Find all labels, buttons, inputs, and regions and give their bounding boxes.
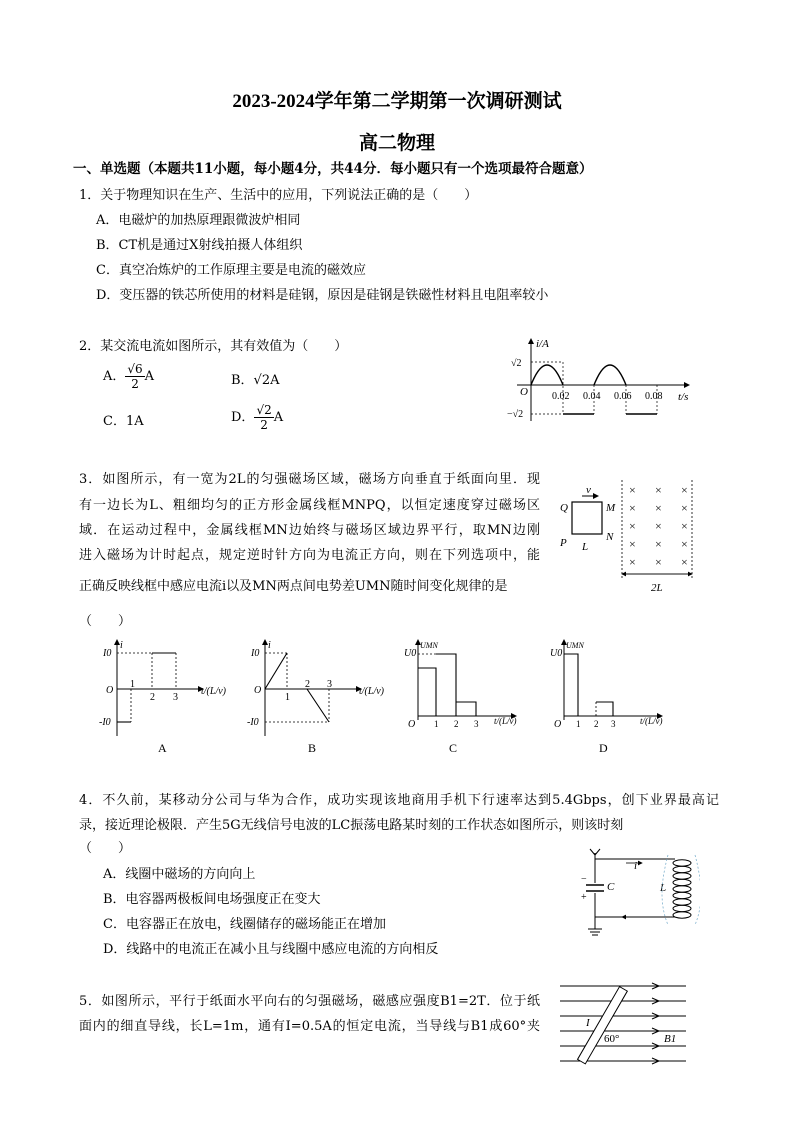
svg-text:+: + — [581, 892, 587, 903]
svg-text:U0: U0 — [404, 648, 417, 659]
svg-text:-I0: -I0 — [247, 717, 259, 728]
q2-option-c: C．1A — [103, 414, 144, 429]
q1-option-b: B．CT机是通过X射线拍摄人体组织 — [96, 238, 303, 253]
svg-text:t/(L/v): t/(L/v) — [494, 716, 517, 726]
svg-text:3: 3 — [611, 719, 616, 729]
svg-text:B: B — [308, 741, 317, 755]
field-cross: × — [681, 501, 688, 515]
field-cross: × — [655, 555, 662, 569]
svg-text:3: 3 — [173, 692, 178, 703]
q3-graph-c — [398, 636, 538, 756]
coil-turn — [673, 905, 691, 911]
q3-graph-d — [544, 636, 684, 756]
q3-field-figure — [555, 478, 700, 596]
svg-text:v: v — [586, 484, 591, 496]
subject-title: 高二物理 — [358, 132, 435, 154]
q1-option-c: C．真空冶炼炉的工作原理主要是电流的磁效应 — [96, 263, 366, 278]
q2-current-graph — [505, 335, 695, 427]
svg-text:√2: √2 — [511, 358, 522, 369]
svg-text:2: 2 — [305, 679, 310, 690]
svg-text:0.02: 0.02 — [552, 391, 570, 402]
q3-line-1: 3．如图所示，有一宽为2L的匀强磁场区域，磁场方向垂直于纸面向里．现 — [79, 472, 540, 487]
field-cross: × — [655, 483, 662, 497]
svg-text:i: i — [268, 640, 271, 651]
svg-text:N: N — [606, 531, 614, 543]
svg-text:2: 2 — [454, 719, 459, 729]
svg-text:B1: B1 — [664, 1033, 677, 1045]
svg-text:1: 1 — [130, 679, 135, 690]
q3-line-5: 正确反映线框中感应电流i以及MN两点间电势差UMN随时间变化规律的是 — [79, 579, 508, 594]
coil-turn — [673, 873, 691, 879]
q4-option-d: D．线路中的电流正在减小且与线圈中感应电流的方向相反 — [103, 942, 439, 957]
coil-turn — [673, 860, 691, 866]
field-cross: × — [629, 483, 636, 497]
q1-option-a: A．电磁炉的加热原理跟微波炉相同 — [96, 213, 301, 228]
q5-wire-figure — [556, 980, 691, 1066]
field-cross: × — [655, 519, 662, 533]
field-cross: × — [681, 537, 688, 551]
q1-option-d: D．变压器的铁芯所使用的材料是硅钢，原因是硅钢是铁磁性材料且电阻率较小 — [96, 288, 549, 303]
q3-line-4: 进入磁场为计时起点，规定逆时针方向为电流正方向，则在下列选项中，能 — [79, 548, 540, 563]
q1-stem: 1．关于物理知识在生产、生活中的应用，下列说法正确的是（ ） — [79, 188, 478, 203]
svg-text:M: M — [606, 502, 616, 514]
coil-turn — [673, 912, 691, 918]
q2-option-b: B．√2A — [231, 373, 280, 388]
coil-turn — [673, 892, 691, 898]
svg-text:P: P — [560, 537, 567, 549]
coil-turn — [673, 899, 691, 905]
svg-text:Q: Q — [560, 502, 568, 514]
svg-text:1: 1 — [434, 719, 439, 729]
q3-line-3: 域．在运动过程中，金属线框MN边始终与磁场区域边界平行，取MN边刚 — [79, 523, 540, 538]
svg-text:L: L — [660, 882, 667, 894]
svg-text:i: i — [120, 640, 123, 651]
q5-line-2: 面内的细直导线，长L=1m，通有I=0.5A的恒定电流，当导线与B1成60°夹 — [79, 1019, 540, 1034]
svg-text:C: C — [449, 741, 458, 755]
svg-text:D: D — [599, 741, 608, 755]
svg-text:O: O — [554, 719, 562, 730]
svg-text:60°: 60° — [604, 1033, 620, 1045]
svg-text:t/(L/v): t/(L/v) — [359, 686, 384, 697]
q2-stem: 2．某交流电流如图所示，其有效值为（ ） — [79, 339, 348, 354]
svg-text:1: 1 — [285, 692, 290, 703]
q4-option-b: B．电容器两极板间电场强度正在变大 — [103, 892, 321, 907]
q2-option-a: A． $\frac{√6}{2}$ A — [103, 362, 155, 391]
svg-text:0.08: 0.08 — [645, 391, 663, 402]
svg-text:3: 3 — [474, 719, 479, 729]
svg-text:O: O — [520, 386, 528, 398]
svg-text:t/s: t/s — [678, 391, 689, 403]
q3-paren: （ ） — [79, 614, 132, 629]
svg-text:O: O — [106, 685, 114, 696]
section-heading: 一、单选题（本题共11小题，每小题4分，共44分．每小题只有一个选项最符合题意） — [73, 161, 593, 177]
svg-text:O: O — [254, 685, 262, 696]
svg-text:t/(L/v): t/(L/v) — [640, 716, 663, 726]
svg-text:O: O — [408, 719, 416, 730]
q4-line-1: 4．不久前，某移动分公司与华为合作，成功实现该地商用手机下行速率达到5.4Gbps，创下业界最高记 — [79, 793, 719, 808]
svg-text:I: I — [586, 1017, 590, 1029]
field-cross: × — [681, 555, 688, 569]
q4-line-2: 录，接近理论极限．产生5G无线信号电波的LC振荡电路某时刻的工作状态如图所示，则该时刻 — [79, 818, 624, 833]
svg-text:I0: I0 — [103, 648, 112, 659]
svg-text:A: A — [158, 741, 167, 755]
svg-text:I0: I0 — [251, 648, 260, 659]
svg-text:i: i — [634, 860, 638, 872]
field-cross: × — [681, 483, 688, 497]
svg-text:L: L — [582, 541, 589, 553]
field-cross: × — [655, 501, 662, 515]
field-cross: × — [655, 537, 662, 551]
q4-option-c: C．电容器正在放电，线圈储存的磁场能正在增加 — [103, 917, 386, 932]
svg-text:3: 3 — [327, 679, 332, 690]
svg-text:2: 2 — [150, 692, 155, 703]
field-cross: × — [681, 519, 688, 533]
q4-lc-circuit — [580, 845, 700, 937]
coil-turn — [673, 866, 691, 872]
svg-text:2L: 2L — [651, 582, 663, 594]
coil-turn — [673, 879, 691, 885]
svg-text:0.04: 0.04 — [583, 391, 601, 402]
coil-turn — [673, 886, 691, 892]
q3-line-2: 有一边长为L、粗细均匀的正方形金属线框MNPQ，以恒定速度穿过磁场区 — [79, 498, 540, 513]
svg-text:0.06: 0.06 — [614, 391, 632, 402]
field-cross: × — [629, 537, 636, 551]
svg-text:1: 1 — [576, 719, 581, 729]
svg-text:UMN: UMN — [566, 641, 584, 650]
q2-option-d: D． $\frac{√2}{2}$ A — [231, 403, 284, 432]
field-cross: × — [629, 555, 636, 569]
q3-graph-a — [95, 636, 235, 756]
q5-line-1: 5．如图所示，平行于纸面水平向右的匀强磁场，磁感应强度B1=2T．位于纸 — [79, 994, 540, 1009]
q4-option-a: A．线圈中磁场的方向向上 — [103, 867, 256, 882]
svg-text:−: − — [581, 874, 587, 885]
field-cross: × — [629, 519, 636, 533]
svg-text:2: 2 — [594, 719, 599, 729]
q4-paren: （ ） — [79, 841, 132, 856]
svg-text:C: C — [607, 881, 615, 893]
svg-text:UMN: UMN — [420, 641, 438, 650]
svg-text:i/A: i/A — [536, 338, 549, 350]
svg-text:U0: U0 — [550, 648, 563, 659]
q3-graph-b — [245, 636, 385, 756]
field-cross: × — [629, 501, 636, 515]
svg-text:-I0: -I0 — [99, 717, 111, 728]
svg-text:t/(L/v): t/(L/v) — [201, 686, 226, 697]
svg-text:−√2: −√2 — [507, 409, 524, 420]
page-title: 2023-2024学年第二学期第一次调研测试 — [232, 91, 562, 112]
